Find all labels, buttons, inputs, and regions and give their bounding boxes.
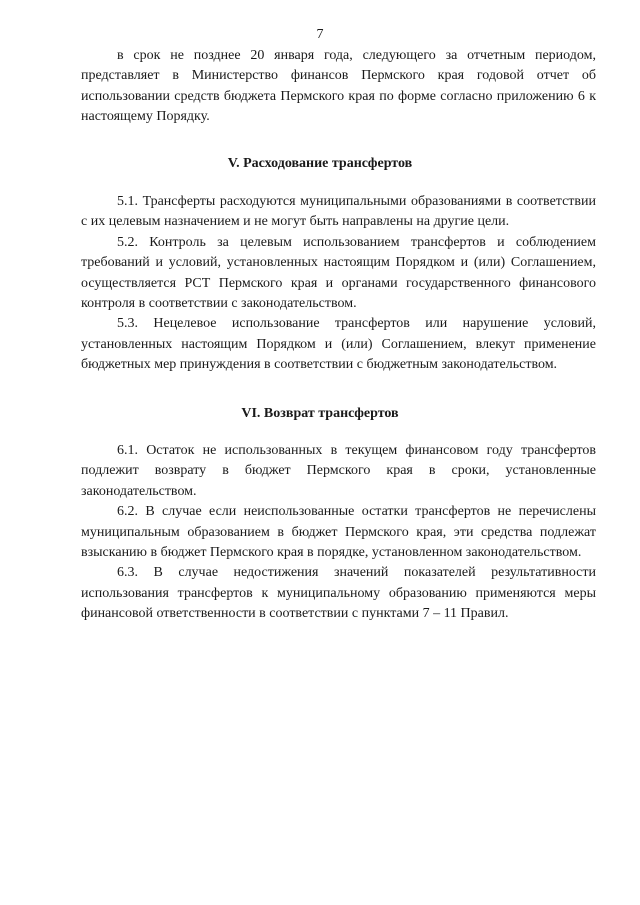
intro-paragraph: в срок не позднее 20 января года, следующего за отчетным периодом, представляет в Министерство финансов Пермского края годовой отчет об использовании средств бюджета Пермского края по форме согласно приложению 6 к настоящему Порядку. [81,48,596,125]
intro-block [81,46,596,128]
section-5-body [81,192,596,376]
paragraph-6-2: 6.2. В случае если неиспользованные остатки трансфертов не перечислены муниципальным образованием в бюджет Пермского края, эти средства подлежат взысканию в бюджет Пермского края в порядке, установленном законодательством. [81,504,596,561]
section-6-body [81,441,596,625]
paragraph-6-3: 6.3. В случае недостижения значений показателей результативности использования трансфертов к муниципальному образованию применяются меры финансовой ответственности в соответствии с пунктами 7 – 11 Правил. [81,565,596,622]
section-5-heading: V. Расходование трансфертов [227,156,413,171]
paragraph-6-1: 6.1. Остаток не использованных в текущем финансовом году трансфертов подлежит возврату в бюджет Пермского края в сроки, установленные законодательством. [81,443,596,499]
section-6-heading: VI. Возврат трансфертов [241,406,399,421]
paragraph-5-3: 5.3. Нецелевое использование трансфертов или нарушение условий, установленных настоящим Порядком и (или) Соглашением, влекут применение бюджетных мер принуждения в соответствии с бюджетным законодательством. [81,316,596,373]
page-number: 7 [316,27,324,42]
paragraph-5-2: 5.2. Контроль за целевым использованием трансфертов и соблюдением требований и условий, установленных настоящим Порядком и (или) Соглашением, осуществляется РСТ Пермского края и органами государственного финансового контроля в соответствии с законодательством. [81,234,596,312]
paragraph-5-1: 5.1. Трансферты расходуются муниципальными образованиями в соответствии с их целевым назначением и не могут быть направлены на другие цели. [81,194,596,230]
